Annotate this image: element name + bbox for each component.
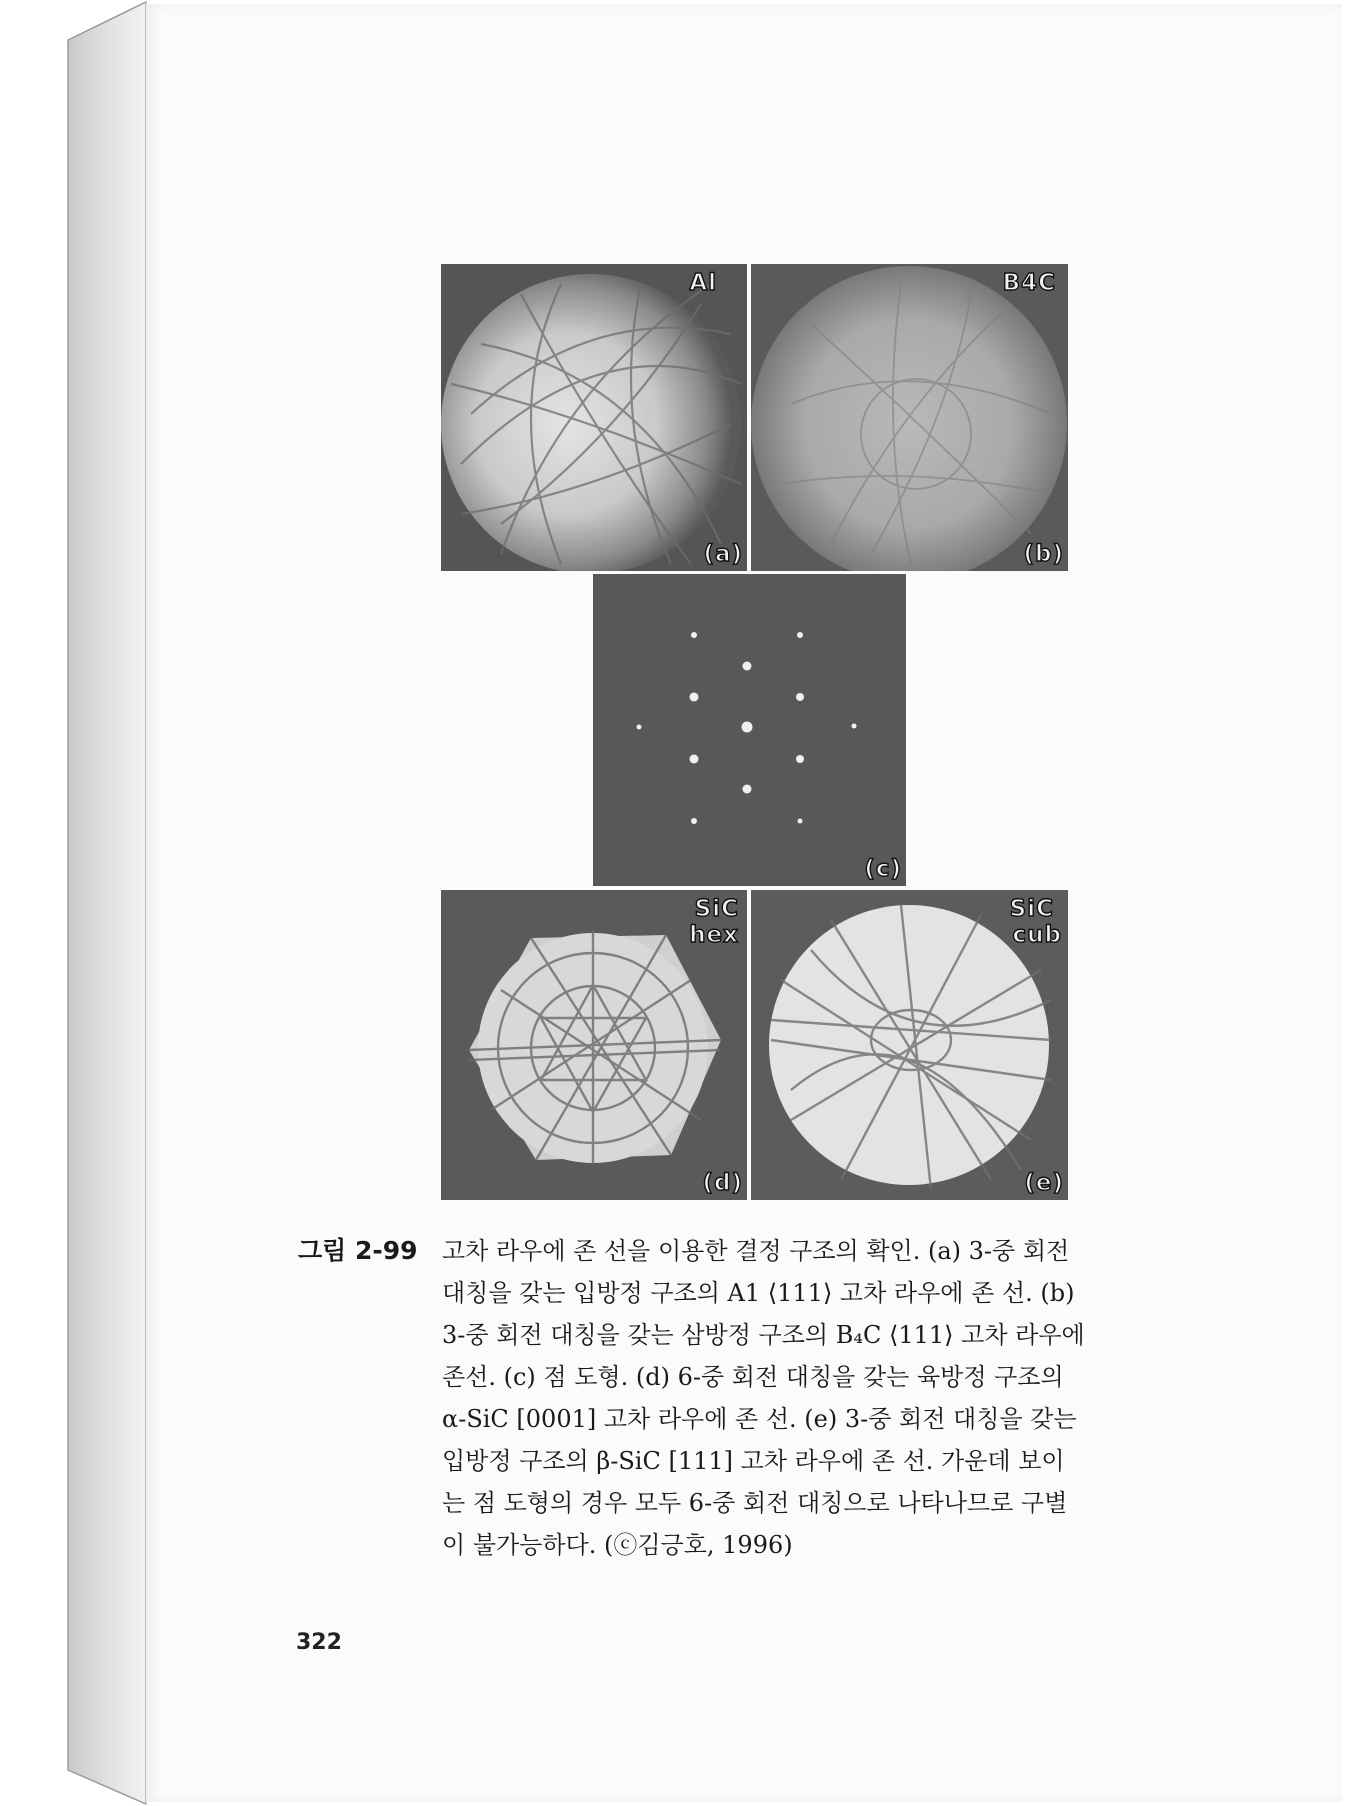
caption-line: 대칭을 갖는 입방정 구조의 A1 ⟨111⟩ 고차 라우에 존 선. (b) — [442, 1279, 1075, 1307]
book-spine — [0, 0, 150, 1806]
panel-d-material: SiC — [694, 896, 739, 922]
laue-zone-pattern-a — [441, 264, 747, 571]
panel-b-tag: (b) — [1023, 541, 1064, 567]
panel-d-material-sub: hex — [689, 922, 739, 948]
panel-b-material: B4C — [1002, 270, 1056, 296]
panel-e-material: SiC — [1009, 896, 1054, 922]
figure-panel-c — [593, 574, 906, 886]
spot-diffraction-pattern — [593, 574, 906, 886]
panel-a-tag: (a) — [703, 541, 743, 567]
page-number: 322 — [296, 1630, 342, 1655]
panel-d-tag: (d) — [702, 1170, 743, 1196]
caption-line: 3-중 회전 대칭을 갖는 삼방정 구조의 B₄C ⟨111⟩ 고차 라우에 — [442, 1321, 1085, 1349]
laue-zone-pattern-b — [751, 264, 1068, 571]
caption-line: 고차 라우에 존 선을 이용한 결정 구조의 확인. (a) 3-중 회전 — [442, 1237, 1070, 1265]
caption-line: 는 점 도형의 경우 모두 6-중 회전 대칭으로 나타나므로 구별 — [442, 1489, 1068, 1517]
panel-a-material: Al — [689, 270, 717, 296]
figure-panel-a — [441, 264, 747, 571]
caption-line: 이 불가능하다. (ⓒ김긍호, 1996) — [442, 1531, 793, 1559]
panel-e-material-sub: cub — [1012, 922, 1062, 948]
caption-line: α-SiC [0001] 고차 라우에 존 선. (e) 3-중 회전 대칭을 갖는 — [442, 1405, 1077, 1433]
figure-panel-e — [751, 890, 1068, 1200]
panel-c-tag: (c) — [864, 856, 902, 882]
figure-panel-d — [441, 890, 747, 1200]
caption-line: 입방정 구조의 β-SiC [111] 고차 라우에 존 선. 가운데 보이 — [442, 1447, 1065, 1475]
figure-panel-b — [751, 264, 1068, 571]
panel-e-tag: (e) — [1024, 1170, 1064, 1196]
caption-line: 존선. (c) 점 도형. (d) 6-중 회전 대칭을 갖는 육방정 구조의 — [442, 1363, 1064, 1391]
figure-caption-text — [442, 1230, 1204, 1566]
figure-caption-label: 그림 2-99 — [298, 1236, 418, 1265]
